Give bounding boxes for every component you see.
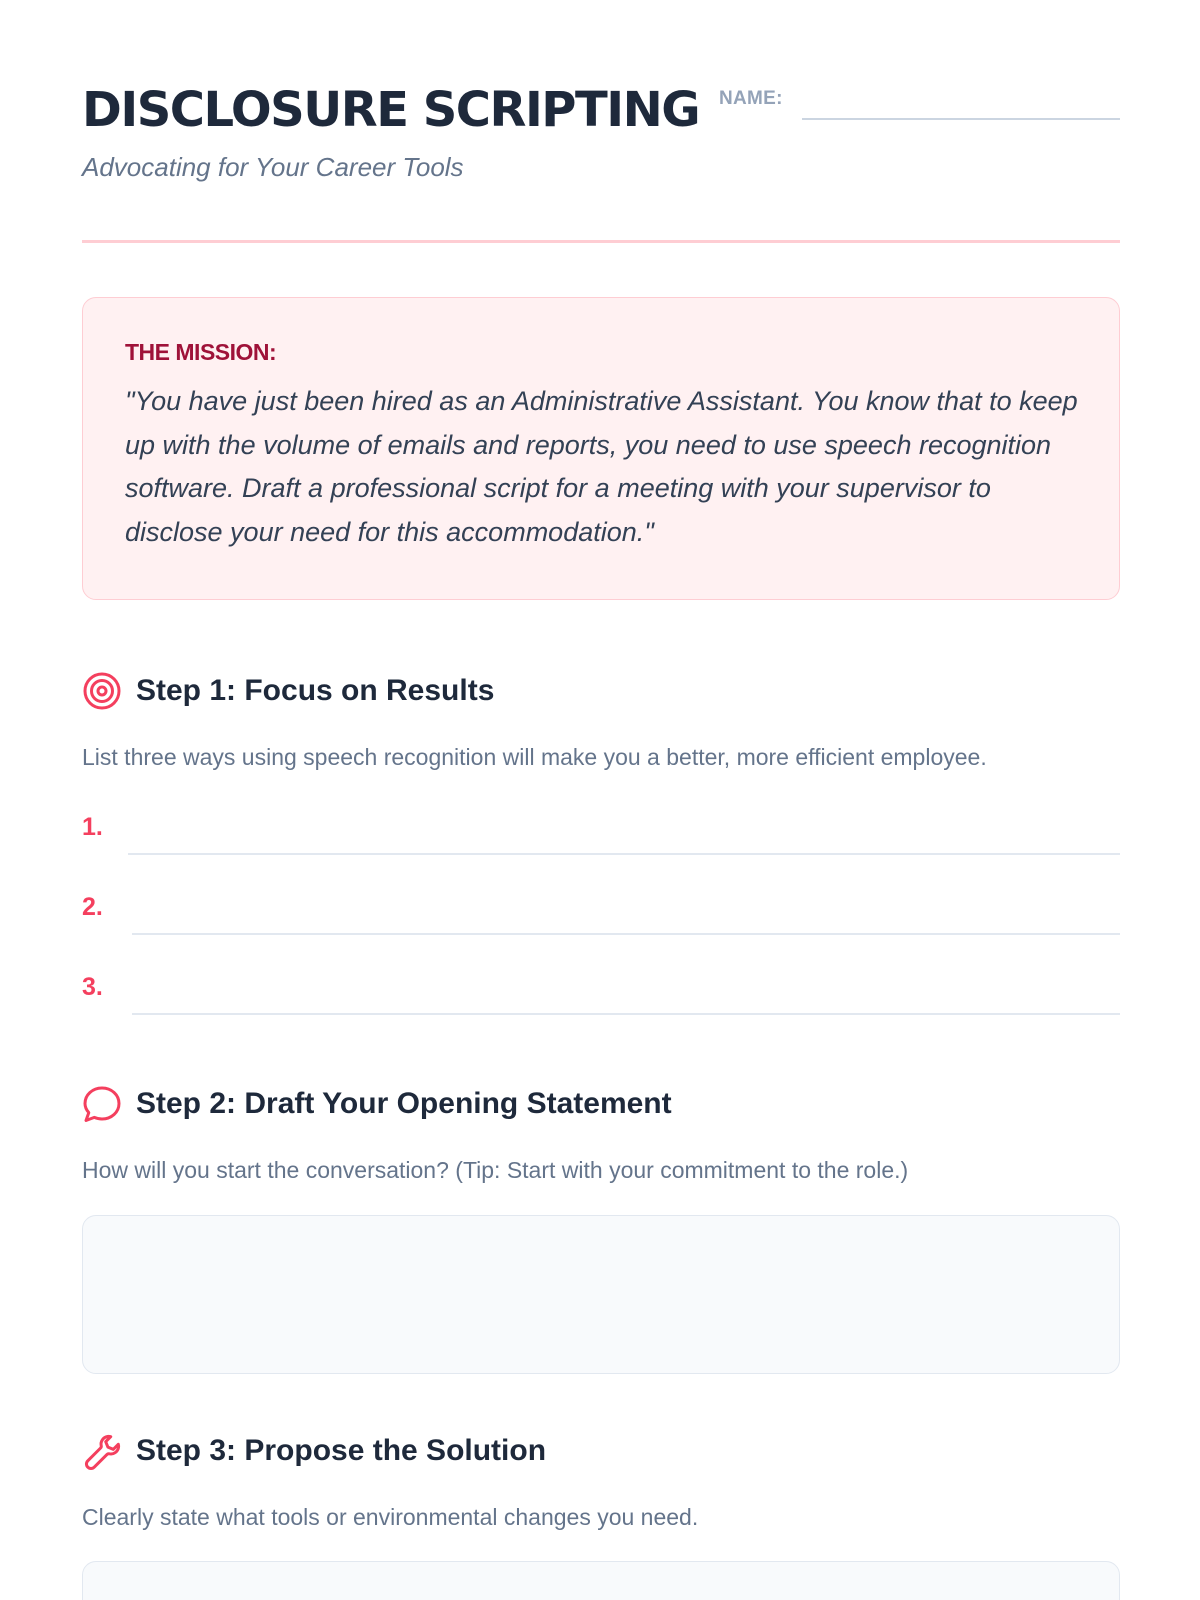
target-icon [82,671,122,711]
page-subtitle: Advocating for Your Career Tools [82,152,464,182]
mission-label: THE MISSION: [125,339,277,365]
list-number: 1. [82,813,103,841]
step-1-heading [82,671,494,711]
result-3-field[interactable] [132,1013,1120,1015]
name-field[interactable] [802,118,1120,120]
list-number: 2. [82,893,103,921]
step-3-description: Clearly state what tools or environmental changes you need. [82,1504,699,1530]
step-1-title: Step 1: Focus on Results [136,674,495,707]
speech-bubble-icon [82,1084,122,1124]
result-1-field[interactable] [128,853,1120,855]
worksheet-header [82,0,1120,243]
step-1-description: List three ways using speech recognition will make you a better, more efficient employee. [82,744,987,770]
step-2-description: How will you start the conversation? (Tip: Start with your commitment to the role.) [82,1157,909,1183]
step-2-title: Step 2: Draft Your Opening Statement [136,1087,672,1120]
opening-statement-textarea[interactable] [82,1215,1120,1374]
wrench-icon [82,1431,122,1471]
mission-box [82,297,1120,600]
step-3-heading [82,1431,546,1471]
page-title: DISCLOSURE SCRIPTING [82,82,700,138]
step-2-heading [82,1084,672,1124]
solution-textarea[interactable] [82,1561,1120,1600]
name-label: NAME: [719,88,783,109]
list-number: 3. [82,973,103,1001]
worksheet-page [82,0,1120,1530]
step-3-title: Step 3: Propose the Solution [136,1434,547,1467]
result-2-field[interactable] [132,933,1120,935]
mission-text: "You have just been hired as an Administrative Assistant. You know that to keep up with the volume of emails and reports, you need to use speech recognition software. Draft a professional script for a meeting with your supervisor to disclose your need for this accommodation." [125,386,1078,547]
